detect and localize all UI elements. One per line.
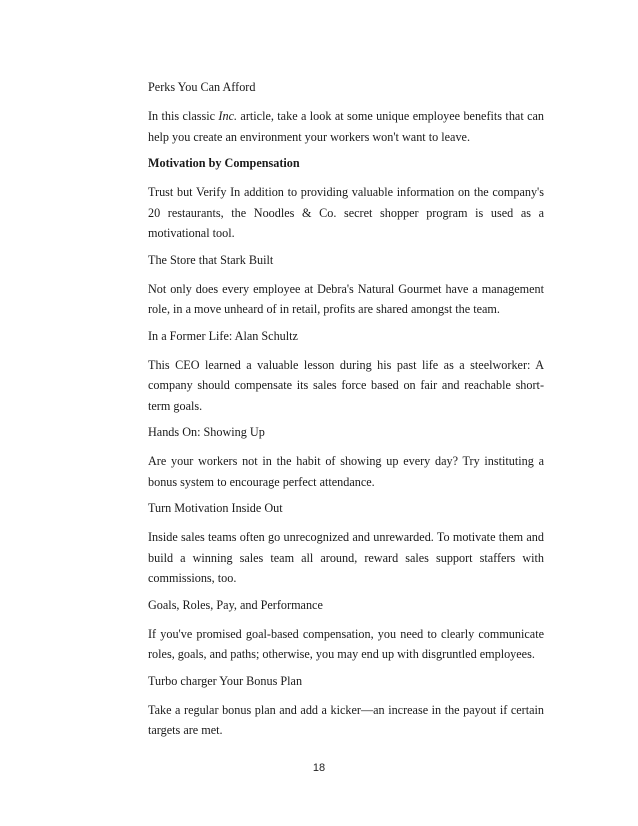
body-text: article, take a look at some unique employee benefits that can help you create an environment your workers won't want to leave. xyxy=(148,109,545,144)
section-turn-motivation xyxy=(148,500,544,589)
section-goals xyxy=(148,597,544,665)
section-body xyxy=(148,106,544,147)
section-body: Inside sales teams often go unrecognized and unrewarded. To motivate them and build a winning sales team all around, reward sales support staffers with commissions, too. xyxy=(148,530,544,585)
section-heading: Hands On: Showing Up xyxy=(148,425,265,439)
section-perks xyxy=(148,79,544,147)
section-hands-on xyxy=(148,424,544,492)
section-body: If you've promised goal-based compensation, you need to clearly communicate roles, goals, and paths; otherwise, you may end up with disgruntled employees. xyxy=(148,626,544,661)
section-heading: Turn Motivation Inside Out xyxy=(148,501,283,515)
section-store xyxy=(148,252,544,320)
publication-name: Inc. xyxy=(218,109,238,123)
section-body: Are your workers not in the habit of showing up every day? Try instituting a bonus system to encourage perfect attendance. xyxy=(148,454,544,489)
body-text: In this classic xyxy=(148,109,219,123)
section-body: Take a regular bonus plan and add a kicker—an increase in the payout if certain targets are met. xyxy=(148,702,544,737)
page-content xyxy=(148,79,544,749)
section-heading: In a Former Life: Alan Schultz xyxy=(148,328,298,343)
section-body: This CEO learned a valuable lesson during his past life as a steelworker: A company should compensate its sales force based on fair and reachable short-term goals. xyxy=(148,357,544,413)
section-turbo xyxy=(148,673,544,741)
section-former-life xyxy=(148,328,544,417)
section-heading: Turbo charger Your Bonus Plan xyxy=(148,673,303,688)
page-number: 18 xyxy=(312,762,326,774)
section-body: Not only does every employee at Debra's Natural Gourmet have a management role, in a move unheard of in retail, profits are shared amongst the team. xyxy=(148,281,544,316)
section-body: Trust but Verify In addition to providing valuable information on the company's 20 restaurants, the Noodles & Co. secret shopper program is used as a motivational tool. xyxy=(148,185,544,240)
section-heading: Perks You Can Afford xyxy=(148,80,256,94)
section-heading: Motivation by Compensation xyxy=(148,156,300,170)
section-heading: Goals, Roles, Pay, and Performance xyxy=(148,597,323,612)
section-heading: The Store that Stark Built xyxy=(148,252,274,267)
section-motivation xyxy=(148,155,544,244)
